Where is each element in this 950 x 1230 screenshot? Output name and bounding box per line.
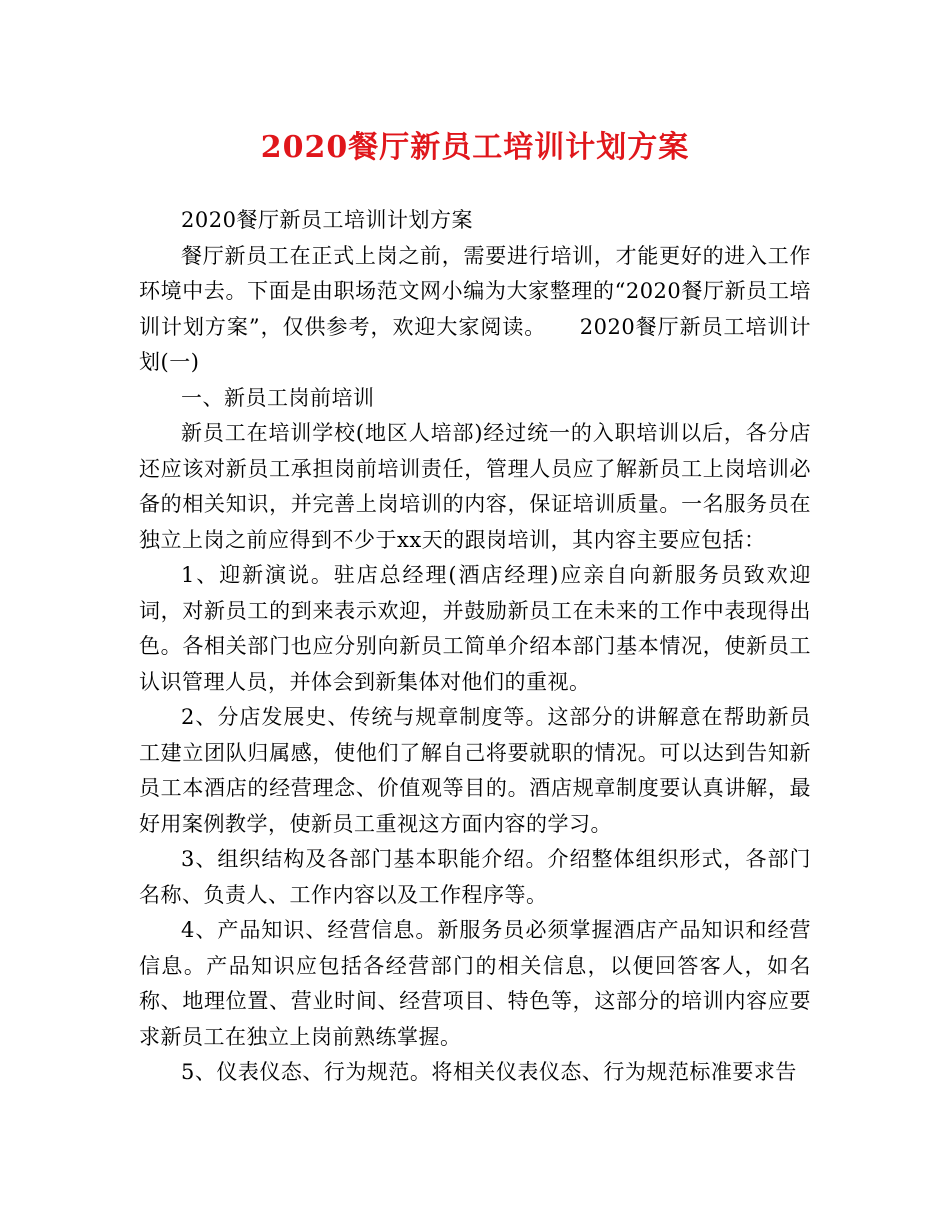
- list-item-1: 1、迎新演说。驻店总经理(酒店经理)应亲自向新服务员致欢迎词，对新员工的到来表示欢迎，并鼓励新员工在未来的工作中表现得出色。各相关部门也应分别向新员工简单介绍本部门基本情况，使新员工认识管理人员，并体会到新集体对他们的重视。: [139, 563, 811, 694]
- list-item-5: 5、仪表仪态、行为规范。将相关仪表仪态、行为规范标准要求告: [181, 1060, 797, 1084]
- document-title: 2020餐厅新员工培训计划方案: [260, 130, 690, 165]
- body-subtitle: 2020餐厅新员工培训计划方案: [181, 208, 473, 232]
- document-body: [139, 203, 811, 1091]
- list-item-3: 3、组织结构及各部门基本职能介绍。介绍整体组织形式，各部门名称、负责人、工作内容以及工作程序等。: [139, 847, 811, 907]
- list-item-4: 4、产品知识、经营信息。新服务员必须掌握酒店产品知识和经营信息。产品知识应包括各经营部门的相关信息，以便回答客人，如名称、地理位置、营业时间、经营项目、特色等，这部分的培训内容应要求新员工在独立上岗前熟练掌握。: [139, 918, 811, 1049]
- intro-paragraph: 餐厅新员工在正式上岗之前，需要进行培训，才能更好的进入工作环境中去。下面是由职场范文网小编为大家整理的“2020餐厅新员工培训计划方案”，仅供参考，欢迎大家阅读。 2020餐厅新员工培训计划(一): [139, 243, 811, 374]
- body-paragraph: 新员工在培训学校(地区人培部)经过统一的入职培训以后，各分店还应该对新员工承担岗前培训责任，管理人员应了解新员工上岗培训必备的相关知识，并完善上岗培训的内容，保证培训质量。一名服务员在独立上岗之前应得到不少于xx天的跟岗培训，其内容主要应包括：: [139, 421, 811, 552]
- section-heading: 一、新员工岗前培训: [181, 385, 375, 410]
- list-item-2: 2、分店发展史、传统与规章制度等。这部分的讲解意在帮助新员工建立团队归属感，使他们了解自己将要就职的情况。可以达到告知新员工本酒店的经营理念、价值观等目的。酒店规章制度要认真讲解，最好用案例教学，使新员工重视这方面内容的学习。: [139, 705, 811, 836]
